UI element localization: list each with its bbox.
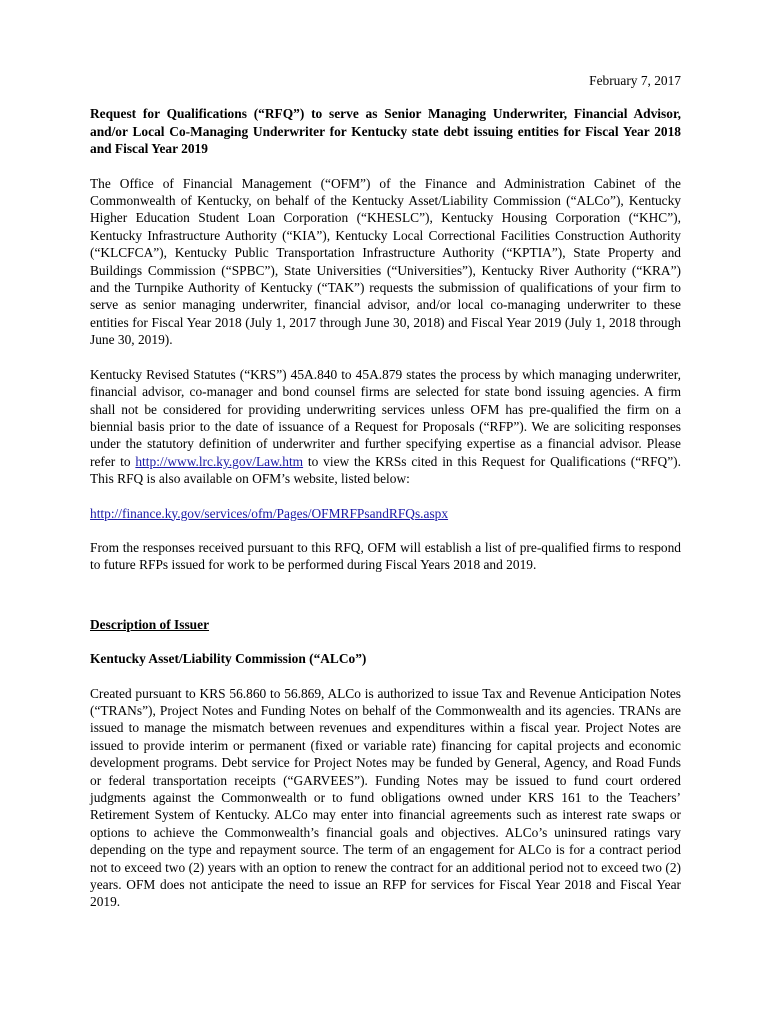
ofm-rfq-link[interactable]: http://finance.ky.gov/services/ofm/Pages/OFMRFPsandRFQs.aspx bbox=[90, 505, 449, 521]
description-of-issuer-heading: Description of Issuer bbox=[90, 616, 210, 632]
document-page bbox=[90, 72, 681, 928]
intro-paragraph: The Office of Financial Management (“OFM”) of the Finance and Administration Cabinet of the Commonwealth of Kentucky, on behalf of the Kentucky Asset/Liability Commission (“ALCo”), Kentucky Higher Education Student Loan Corporation (“KHESLC”), Kentucky Housing Corporation (“KHC”), Kentucky Infrastructure Authority (“KIA”), Kentucky Local Correctional Facilities Construction Authority (“KLCFCA”), Kentucky Public Transportation Infrastructure Authority (“KPTIA”), State Property and Buildings Commission (“SPBC”), State Universities (“Universities”), Kentucky River Authority (“KRA”) and the Turnpike Authority of Kentucky (“TAK”) requests the submission of qualifications of your firm to serve as senior managing underwriter, financial advisor, and/or local co-managing underwriter to these entities for Fiscal Year 2018 (July 1, 2017 through June 30, 2018) and Fiscal Year 2019 (July 1, 2018 through June 30, 2019). bbox=[90, 175, 681, 348]
krs-paragraph-text-end: to view the KRSs cited in this Request for Qualifications (“RFQ”). This RFQ is also available on OFM’s website, listed below: bbox=[90, 453, 681, 487]
krs-paragraph-text-start: Kentucky Revised Statutes (“KRS”) 45A.840 to 45A.879 states the process by which managing underwriter, financial advisor, co-manager and bond counsel firms are selected for state bond issuing agencies. A firm shall not be considered for providing underwriting services unless OFM has pre-qualified the firm on a biennial basis prior to the date of issuance of a Request for Proposals (“RFP”). We are soliciting responses under the statutory definition of underwriter and further specifying expertise as a financial advisor. Please refer to bbox=[90, 366, 681, 469]
prequalified-paragraph: From the responses received pursuant to this RFQ, OFM will establish a list of pre-qualified firms to respond to future RFPs issued for work to be performed during Fiscal Years 2018 and 2019. bbox=[90, 539, 681, 573]
alco-description-paragraph: Created pursuant to KRS 56.860 to 56.869, ALCo is authorized to issue Tax and Revenue Anticipation Notes (“TRANs”), Project Notes and Funding Notes on behalf of the Commonwealth and its agencies. TRANs are issued to manage the mismatch between revenues and expenditures within a fiscal year. Project Notes are issued to provide interim or permanent (fixed or variable rate) financing for capital projects and economic development programs. Debt service for Project Notes may be funded by General, Agency, and Road Funds or federal transportation receipts (“GARVEES”). Funding Notes may be issued to fund court ordered judgments against the Commonwealth or to fund obligations owned under KRS 161 to the Teachers’ Retirement System of Kentucky. ALCo may enter into financial agreements such as interest rate swaps or options to achieve the Commonwealth’s financial goals and objectives. ALCo’s uninsured ratings vary depending on the type and repayment source. The term of an engagement for ALCo is for a contract period not to exceed two (2) years with an option to renew the contract for an additional period not to exceed two (2) years. OFM does not anticipate the need to issue an RFP for services for Fiscal Year 2018 and Fiscal Year 2019. bbox=[90, 685, 681, 910]
alco-heading: Kentucky Asset/Liability Commission (“ALCo”) bbox=[90, 651, 367, 667]
ofm-url-line bbox=[90, 505, 681, 522]
krs-paragraph bbox=[90, 366, 681, 488]
law-link[interactable]: http://www.lrc.ky.gov/Law.htm bbox=[135, 453, 304, 469]
document-title: Request for Qualifications (“RFQ”) to serve as Senior Managing Underwriter, Financial Advisor, and/or Local Co-Managing Underwriter for Kentucky state debt issuing entities for Fiscal Year 2018 and Fiscal Year 2019 bbox=[90, 106, 681, 157]
document-date: February 7, 2017 bbox=[589, 73, 681, 88]
